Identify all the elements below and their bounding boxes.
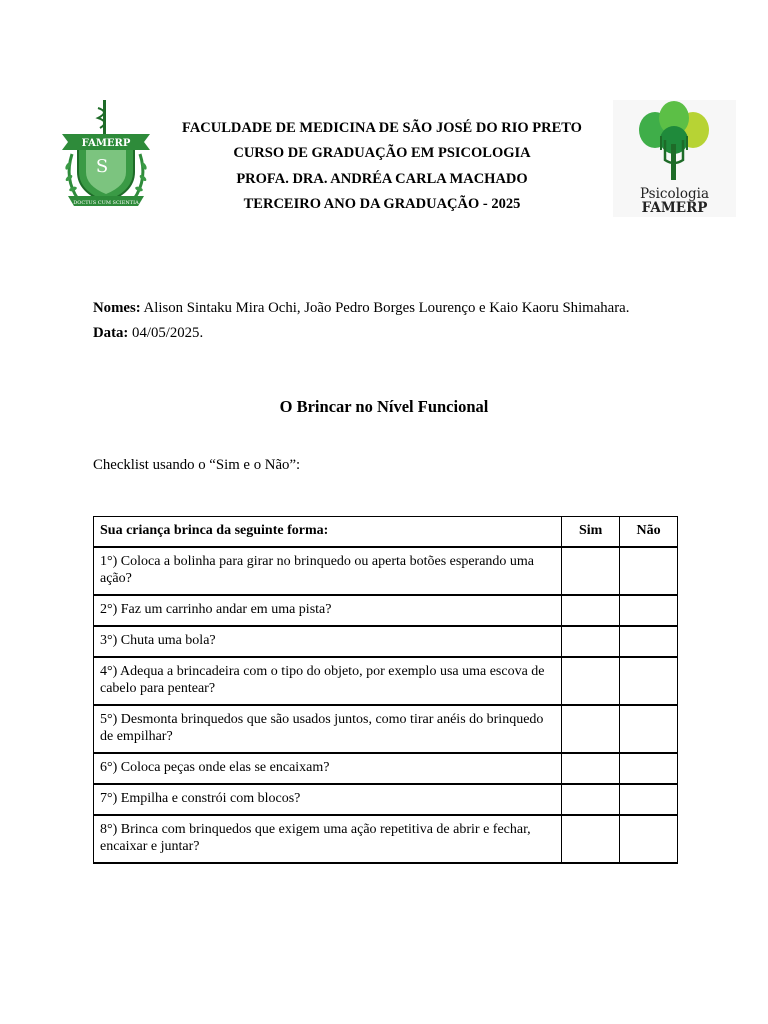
table-row — [94, 547, 678, 595]
famerp-emblem-logo — [58, 94, 154, 216]
names-value: Alison Sintaku Mira Ochi, João Pedro Borges Lourenço e Kaio Kaoru Shimahara. — [140, 300, 630, 316]
checklist-table — [93, 516, 678, 864]
author-info — [93, 296, 629, 345]
header-line-professor: PROFA. DRA. ANDRÉA CARLA MACHADO — [236, 170, 528, 187]
date-value: 04/05/2025. — [128, 324, 204, 341]
sim-answer-cell[interactable] — [562, 657, 620, 705]
names-line — [93, 296, 629, 321]
table-header-row — [94, 517, 678, 548]
sim-answer-cell[interactable] — [562, 705, 620, 753]
table-row — [94, 753, 678, 784]
sim-answer-cell[interactable] — [562, 547, 620, 595]
column-header-sim: Sim — [562, 517, 620, 548]
logo-text-famerp: FAMERP — [641, 200, 708, 216]
question-cell: 3°) Chuta uma bola? — [94, 626, 562, 657]
question-cell: 2°) Faz um carrinho andar em uma pista? — [94, 595, 562, 626]
names-label: Nomes: — [93, 300, 141, 316]
header-line-course: CURSO DE GRADUAÇÃO EM PSICOLOGIA — [233, 145, 531, 162]
svg-text:S: S — [95, 156, 109, 177]
question-cell: 4°) Adequa a brincadeira com o tipo do objeto, por exemplo usa uma escova de cabelo para pentear? — [94, 657, 562, 705]
nao-answer-cell[interactable] — [620, 595, 678, 626]
question-cell: 8°) Brinca com brinquedos que exigem uma ação repetitiva de abrir e fechar, encaixar e juntar? — [94, 815, 562, 863]
sim-answer-cell[interactable] — [562, 815, 620, 863]
nao-answer-cell[interactable] — [620, 547, 678, 595]
checklist-intro: Checklist usando o “Sim e o Não”: — [93, 457, 301, 473]
logo-text-psicologia: Psicologia — [639, 186, 710, 202]
question-cell: 5°) Desmonta brinquedos que são usados juntos, como tirar anéis do brinquedo de empilhar? — [94, 705, 562, 753]
header-line-year: TERCEIRO ANO DA GRADUAÇÃO - 2025 — [243, 195, 521, 212]
column-header-question: Sua criança brinca da seguinte forma: — [94, 517, 562, 548]
question-cell: 7°) Empilha e constrói com blocos? — [94, 784, 562, 815]
column-header-nao: Não — [620, 517, 678, 548]
table-row — [94, 626, 678, 657]
nao-answer-cell[interactable] — [620, 815, 678, 863]
sim-answer-cell[interactable] — [562, 784, 620, 815]
nao-answer-cell[interactable] — [620, 626, 678, 657]
document-title: O Brincar no Nível Funcional — [279, 397, 489, 416]
sim-answer-cell[interactable] — [562, 626, 620, 657]
nao-answer-cell[interactable] — [620, 657, 678, 705]
table-row — [94, 784, 678, 815]
nao-answer-cell[interactable] — [620, 753, 678, 784]
table-row — [94, 595, 678, 626]
psicologia-famerp-logo — [613, 100, 736, 217]
logo-motto: DOCTUS CUM SCIENTIA — [73, 200, 139, 206]
logo-label: FAMERP — [81, 138, 131, 149]
table-row — [94, 705, 678, 753]
nao-answer-cell[interactable] — [620, 784, 678, 815]
sim-answer-cell[interactable] — [562, 753, 620, 784]
sim-answer-cell[interactable] — [562, 595, 620, 626]
question-cell: 1°) Coloca a bolinha para girar no brinquedo ou aperta botões esperando uma ação? — [94, 547, 562, 595]
header-line-faculty: FACULDADE DE MEDICINA DE SÃO JOSÉ DO RIO PRETO — [182, 120, 582, 136]
date-line — [93, 321, 629, 346]
date-label: Data: — [93, 324, 129, 341]
institution-header — [160, 116, 604, 217]
table-row — [94, 815, 678, 863]
question-cell: 6°) Coloca peças onde elas se encaixam? — [94, 753, 562, 784]
table-row — [94, 657, 678, 705]
nao-answer-cell[interactable] — [620, 705, 678, 753]
